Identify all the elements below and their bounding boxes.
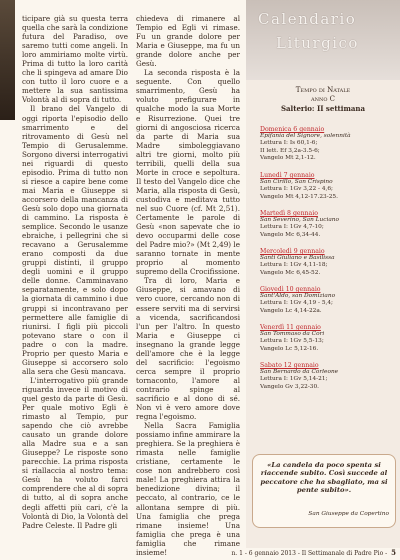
entry-saint: San Bernardo da Corleone [260, 369, 339, 376]
paragraph: chiedeva di rimanere al Tempio ed Egli vi rimase. Fu un grande dolore per Maria e Giuseppe, ma fu un grande dolore anche per Gesù. [136, 14, 240, 69]
page-number: 5 [391, 548, 396, 557]
calendar-entry [260, 286, 392, 315]
entry-reading: Lettura I: 1Gv 4,11-18; [260, 262, 328, 269]
paragraph: L'interrogativo più grande riguarda invece il motivo di quel gesto da parte di Gesù. Per quale motivo Egli è rimasto al Tempio, pur sapendo che ciò avrebbe causato un grande dolore alla Madre sua e a san Giuseppe? Le risposte sono parecchie. La prima risposta si riallaccia al nostro tema: Gesù ha voluto farci comprendere che al di sopra di tutto, al di sopra anche degli affetti più cari, c'è la Volontà di Dio, la Volontà del Padre Celeste. Il Padre gli [22, 375, 128, 530]
entry-reading: Lettura I: 1Gv 4,19 - 5,4; [260, 300, 333, 307]
year-label: anno C [310, 95, 336, 103]
footer-text: n. 1 - 6 gennaio 2013 - Il Settimanale di Padre Pio - [231, 550, 388, 557]
paragraph: ticipare già su questa terra quella che sarà la condizione futura del Paradiso, ove saremo tutti come angeli. In loro ammiriamo molte virtù. Prima di tutto la loro carità che li spingeva ad amare Dio con tutto il loro cuore e a mettere la sua santissima Volontà al di sopra di tutto. [22, 14, 128, 105]
entry-reading: Lettura I: Is 60,1-6; [260, 140, 318, 147]
quote-author: San Giuseppe da Copertino [308, 511, 389, 517]
calendar-entry [260, 248, 392, 277]
entry-reading: Lettura I: 1Gv 5,5-13; [260, 338, 324, 345]
entry-reading: Lettura I: 1Gv 3,22 - 4,6; [260, 186, 333, 193]
paragraph: Il brano del Vangelo di oggi riporta l'episodio dello smarrimento e del ritrovamento di Gesù nel Tempio di Gerusalemme. Sorgono diversi interrogativi nei riguardi di questo episodio. Prima di tutto non si riesce a capire bene come mai Maria e Giuseppe si accorsero della mancanza di Gesù solo dopo una giornata di cammino. La risposta è semplice. Secondo le usanze ebraiche, i pellegrini che si recavano a Gerusalemme erano composti da due gruppi distinti, il gruppo degli uomini e il gruppo delle donne. Camminavano separatamente, e solo dopo la giornata di cammino i due gruppi si incontravano per permettere alle famiglie di riunirsi. I figli più piccoli potevano stare o con il padre o con la madre. Proprio per questo Maria e Giuseppe si accorsero solo alla sera che Gesù mancava. [22, 104, 128, 376]
entry-saint: San Severino, San Luciano [260, 217, 340, 224]
calendar-entry [260, 126, 392, 162]
entry-saint: Epifania del Signore, solennità [260, 133, 351, 140]
entry-reading: Vangelo Lc 5,12-16. [260, 345, 319, 352]
entry-day: Domenica 6 gennaio [260, 126, 325, 133]
entry-saint: San Cirillo, San Crispino [260, 179, 333, 186]
article-column-2 [136, 14, 240, 557]
calendar-entry [260, 324, 392, 353]
entry-day: Venerdì 11 gennaio [260, 324, 321, 331]
quote-text: «La candela da poco spenta si riaccende subito. Così succede al peccatore che ha sbagliato, ma si pente subito». [260, 461, 388, 494]
article-column-1 [22, 14, 128, 530]
calendar-entry [260, 210, 392, 239]
page-footer [220, 548, 396, 557]
entry-reading: Vangelo Mc 6,34-44. [260, 231, 321, 238]
entry-reading: Vangelo Lc 4,14-22a. [260, 307, 322, 314]
quote-box [252, 454, 396, 528]
paragraph: Tra di loro, Maria e Giuseppe, si amavano di vero cuore, cercando non di essere serviti ma di servirsi a vicenda, sacrificandosi l'un per l'altro. In questo Maria e Giuseppe ci insegnano la grande legge dell'amore che è la legge del sacrificio: l'egoismo cerca sempre il proprio tornaconto, l'amore al contrario spinge al sacrificio e al dono di sé. Non vi è vero amore dove regna l'egoismo. [136, 276, 240, 422]
paragraph: La seconda risposta è la seguente. Con quello smarrimento, Gesù ha voluto prefigurare in qualche modo la sua Morte e Risurrezione. Quei tre giorni di angosciosa ricerca da parte di Maria sua Madre simboleggiavano altri tre giorni, molto più terribili, quelli della sua Morte in croce e sepoltura. Il testo del Vangelo dice che Maria, alla risposta di Gesù, custodiva e meditava tutto nel suo Cuore (cf. Mt 2,51). Certamente le parole di Gesù «non sapevate che io devo occuparmi delle cose del Padre mio?» (Mt 2,49) le saranno tornate in mente proprio al momento supremo della Crocifissione. [136, 68, 240, 277]
entry-saint: San Tommaso da Cori [260, 331, 325, 338]
calendar-entry [260, 362, 392, 391]
calendar-entry [260, 172, 392, 201]
psalter-label: Salterio: II settimana [280, 104, 366, 113]
entry-reading: Vangelo Mt 4,12-17.23-25. [260, 193, 338, 200]
paragraph: Nella Sacra Famiglia possiamo infine ammirare la preghiera. Se la preghiera è rimasta nelle famiglie cristiane, certamente le cose non andrebbero così male! La preghiera attira la benedizione divina; il peccato, al contrario, ce le allontana sempre di più. Una famiglia che prega rimane insieme! Una famiglia che prega è una famiglia che rimane insieme! [136, 421, 240, 557]
entry-reading: Vangelo Gv 3,22-30. [260, 383, 320, 390]
entry-saint: Santi Giuliano e Basilissa [260, 255, 335, 262]
season-label: Tempo di Natale [295, 86, 351, 94]
calendar-subtitle: Liturgico [276, 34, 359, 52]
entry-reading: II lett. Ef 3,2a-3.5-6; [260, 147, 320, 154]
entry-reading: Vangelo Mc 6,45-52. [260, 269, 321, 276]
entry-day: Giovedì 10 gennaio [260, 286, 321, 293]
entry-reading: Vangelo Mt 2,1-12. [260, 154, 316, 161]
calendar-header [246, 0, 400, 80]
entry-saint: Sant'Aldo, san Domiziano [260, 293, 336, 300]
entry-reading: Lettura I: 1Gv 4,7-10; [260, 224, 324, 231]
entry-reading: Lettura I: 1Gv 5,14-21; [260, 376, 328, 383]
entry-day: Martedì 8 gennaio [260, 210, 318, 217]
entry-day: Sabato 12 gennaio [260, 362, 319, 369]
entry-day: Mercoledì 9 gennaio [260, 248, 325, 255]
photo-edge [0, 0, 15, 120]
calendar-title: Calendario [258, 10, 357, 28]
entry-day: Lunedì 7 gennaio [260, 172, 315, 179]
